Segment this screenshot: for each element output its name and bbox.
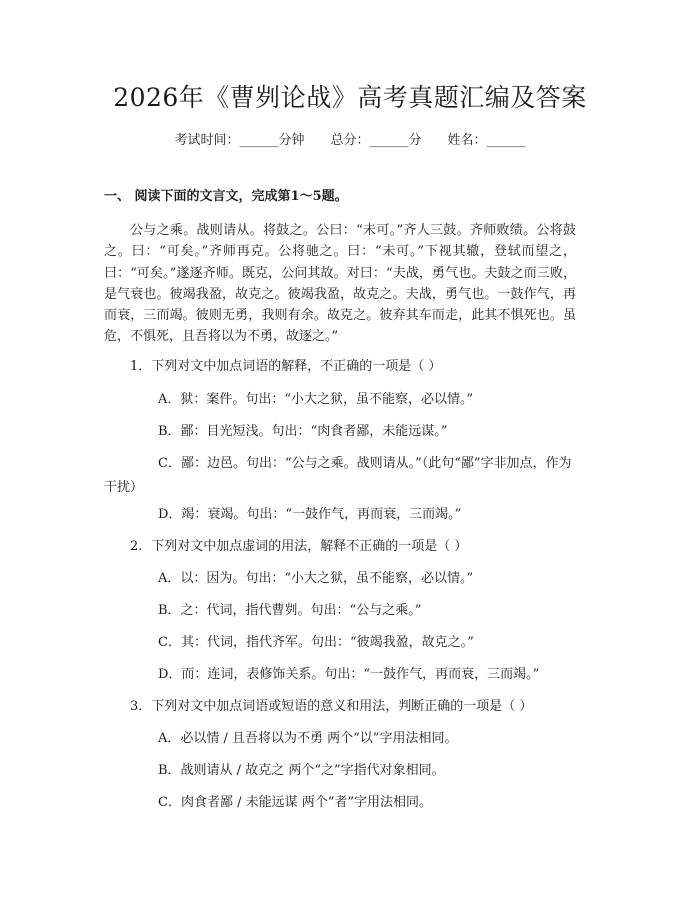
name-field: 姓名：______	[447, 133, 526, 148]
classical-passage: 公与之乘。战则请从。将鼓之。公曰：“未可。”齐人三鼓。齐师败绩。公将鼓之。曰：“可矣。”齐师再克。公将驰之。曰：“未可。”下视其辙，登轼而望之，曰：“可矣。”遂逐齐师。既克，公问其故。对曰：“夫战，勇气也。夫鼓之而三败，是气衰也。彼竭我盈，故克之。彼竭我盈，故克之。夫战，勇气也。一鼓作气，再而衰，三而竭。彼则无勇，我则有余。故克之。彼弃其车而走，此其不惧死也。虽危，不惧死，且吾将以为不勇，故逐之。”	[104, 223, 576, 345]
question-2-option-a: A．以：因为。句出：“小大之狱，虽不能察，必以情。”	[158, 571, 474, 586]
question-2-option-b: B．之：代词，指代曹刿。句出：“公与之乘。”	[158, 603, 422, 618]
question-3-option-a: A．必以情 / 且吾将以为不勇 两个“以”字用法相同。	[158, 731, 458, 746]
time-field: 考试时间：______分钟	[174, 133, 305, 148]
question-2-option-c: C．其：代词，指代齐军。句出：“彼竭我盈，故克之。”	[158, 635, 474, 650]
question-1-stem: 1．下列对文中加点词语的解释，不正确的一项是（ ）	[130, 359, 442, 374]
exam-meta	[0, 131, 700, 151]
question-2-option-d: D．而：连词，表修饰关系。句出：“一鼓作气，再而衰，三而竭。”	[158, 667, 540, 682]
question-2-stem: 2．下列对文中加点虚词的用法，解释不正确的一项是（ ）	[130, 539, 468, 554]
question-1-option-d: D．竭：衰竭。句出：“一鼓作气，再而衰，三而竭。”	[158, 507, 462, 522]
page-title: 2026年《曹刿论战》高考真题汇编及答案	[113, 83, 587, 112]
section-heading: 一、 阅读下面的文言文，完成第1～5题。	[104, 189, 348, 204]
question-1-option-b: B．鄙：目光短浅。句出：“肉食者鄙，未能远谋。”	[158, 424, 448, 439]
question-1-option-c: C．鄙：边邑。句出：“公与之乘。战则请从。”（此句“鄙”字非加点，作为干扰）	[104, 456, 572, 495]
question-1-option-a: A．狱：案件。句出：“小大之狱，虽不能察，必以情。”	[158, 392, 474, 407]
question-3-option-b: B．战则请从 / 故克之 两个“之”字指代对象相同。	[158, 763, 445, 778]
score-field: 总分：______分	[330, 133, 422, 148]
question-3-option-c: C．肉食者鄙 / 未能远谋 两个“者”字用法相同。	[158, 795, 433, 810]
question-3-stem: 3．下列对文中加点词语或短语的意义和用法，判断正确的一项是（ ）	[130, 699, 533, 714]
